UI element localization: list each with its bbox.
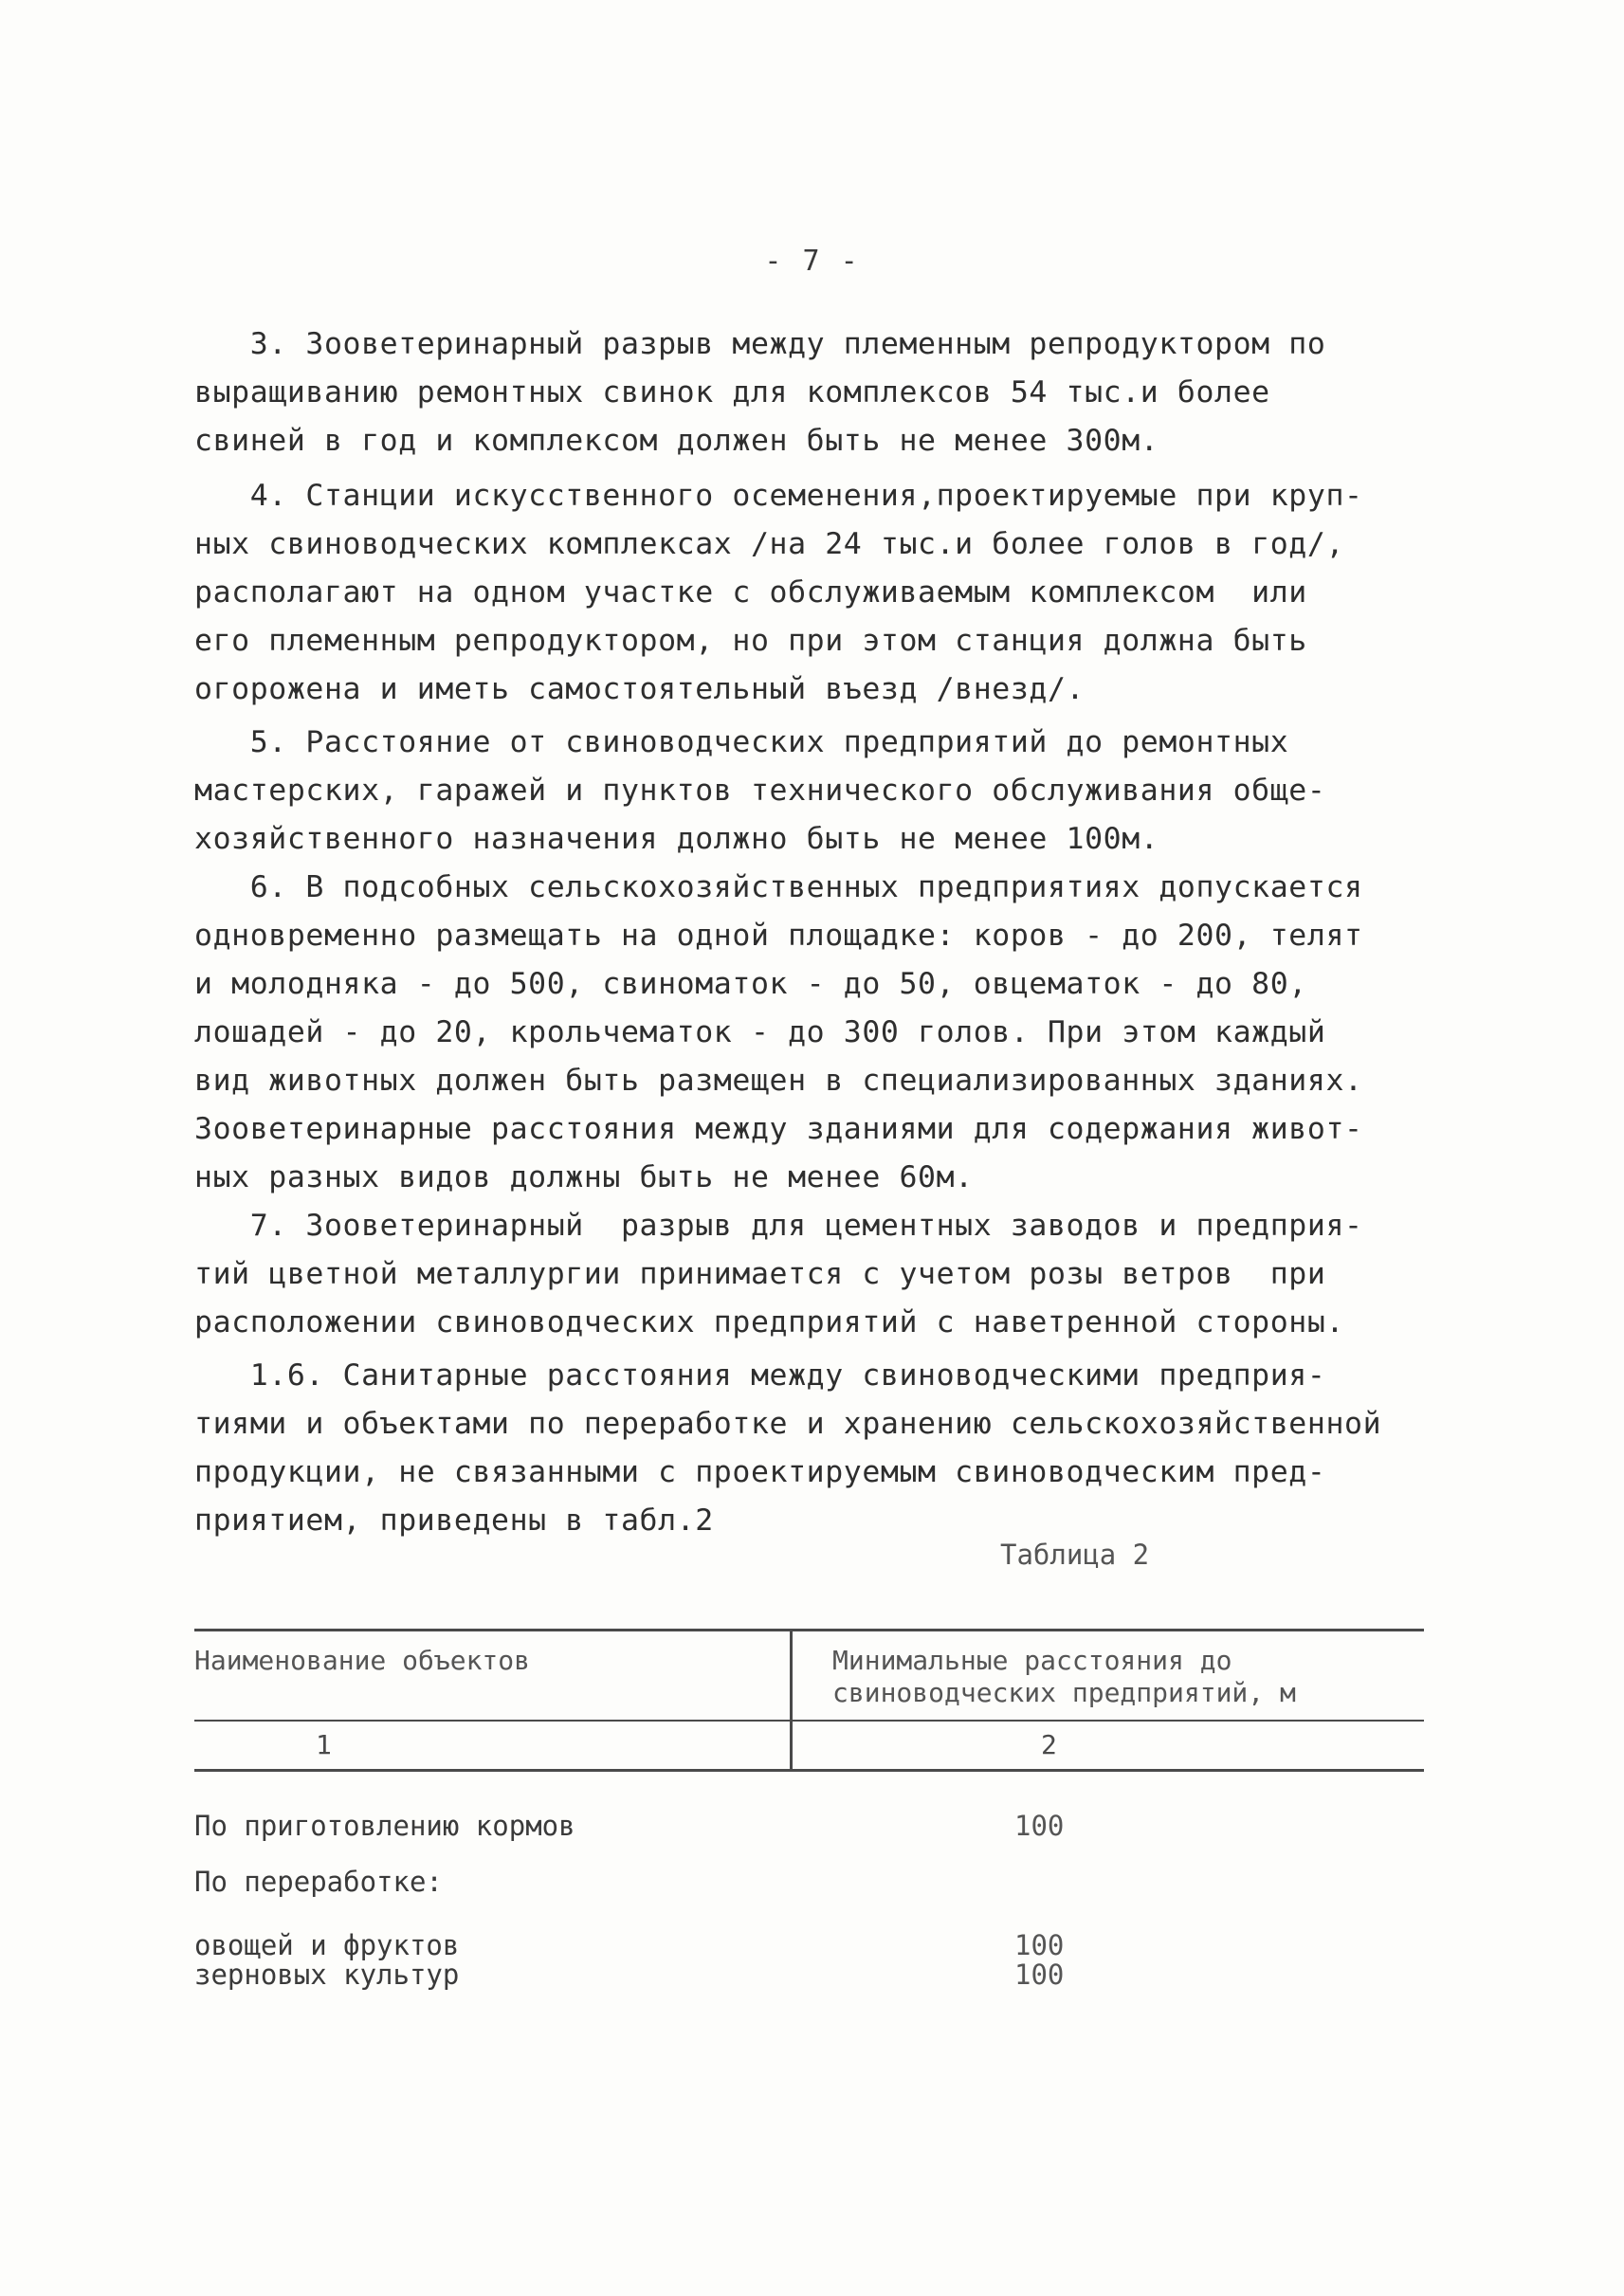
table-caption: Таблица 2 (1000, 1539, 1150, 1571)
text-line: 1.6. Санитарные расстояния между свиноводческими предприя- (194, 1358, 1326, 1393)
text-line: одновременно размещать на одной площадке: коров - до 200, телят (194, 919, 1363, 953)
table-header-rule (194, 1720, 1424, 1722)
table-top-rule (194, 1629, 1424, 1631)
text-line: и молодняка - до 500, свиноматок - до 50, овцематок - до 80, (194, 967, 1307, 1001)
text-line: тий цветной металлургии принимается с учетом розы ветров при (194, 1257, 1326, 1291)
text-line: 5. Расстояние от свиноводческих предприятий до ремонтных (194, 725, 1289, 759)
paragraph-6 (194, 864, 1436, 1202)
text-line: приятием, приведены в табл.2 (194, 1503, 714, 1538)
table-row-value: 100 (1014, 1929, 1065, 1961)
column-number-1: 1 (316, 1729, 332, 1760)
text-line: хозяйственного назначения должно быть не менее 100м. (194, 822, 1159, 856)
table-row-value: 100 (1014, 1810, 1065, 1842)
table-column-divider (790, 1631, 793, 1769)
header-min-distance-line1: Минимальные расстояния до (832, 1645, 1232, 1676)
text-line: тиями и объектами по переработке и хранению сельскохозяйственной (194, 1407, 1382, 1441)
table-row: По приготовлению кормов (194, 1810, 575, 1842)
text-line: ных разных видов должны быть не менее 60м. (194, 1160, 974, 1194)
text-line: лошадей - до 20, крольчематок - до 300 голов. При этом каждый (194, 1015, 1326, 1049)
text-line: свиней в год и комплексом должен быть не менее 300м. (194, 424, 1159, 458)
text-line: 4. Станции искусственного осеменения,проектируемые при круп- (194, 479, 1363, 513)
paragraph-3 (194, 320, 1436, 465)
text-line: его племенным репродуктором, но при этом станция должна быть (194, 624, 1307, 658)
paragraph-4 (194, 472, 1436, 714)
text-line: располагают на одном участке с обслуживаемым комплексом или (194, 575, 1307, 610)
paragraph-1-6 (194, 1352, 1436, 1545)
text-line: огорожена и иметь самостоятельный въезд /внезд/. (194, 672, 1086, 706)
text-line: вид животных должен быть размещен в специализированных зданиях. (194, 1064, 1363, 1098)
table-row: зерновых культур (194, 1959, 460, 1991)
header-min-distance-line2: свиноводческих предприятий, м (832, 1677, 1296, 1708)
text-line: ных свиноводческих комплексах /на 24 тыс.и более голов в год/, (194, 527, 1345, 561)
column-number-2: 2 (1041, 1729, 1057, 1760)
text-line: Зооветеринарные расстояния между зданиями для содержания живот- (194, 1112, 1363, 1146)
text-line: 7. Зооветеринарный разрыв для цементных заводов и предприя- (194, 1209, 1363, 1243)
page-number: - 7 - (764, 245, 860, 278)
table-row: По переработке: (194, 1866, 443, 1898)
table-row-value: 100 (1014, 1959, 1065, 1991)
table-numbering-rule (194, 1769, 1424, 1772)
text-line: 3. Зооветеринарный разрыв между племенным репродуктором по (194, 327, 1326, 361)
paragraph-7 (194, 1202, 1436, 1347)
text-line: мастерских, гаражей и пунктов технического обслуживания обще- (194, 774, 1326, 808)
text-line: выращиванию ремонтных свинок для комплексов 54 тыс.и более (194, 375, 1270, 410)
table-row: овощей и фруктов (194, 1929, 460, 1961)
paragraph-5 (194, 719, 1436, 864)
text-line: продукции, не связанными с проектируемым свиноводческим пред- (194, 1455, 1326, 1489)
header-object-name: Наименование объектов (194, 1645, 531, 1676)
text-line: расположении свиноводческих предприятий с наветренной стороны. (194, 1305, 1345, 1339)
text-line: 6. В подсобных сельскохозяйственных предприятиях допускается (194, 870, 1363, 904)
